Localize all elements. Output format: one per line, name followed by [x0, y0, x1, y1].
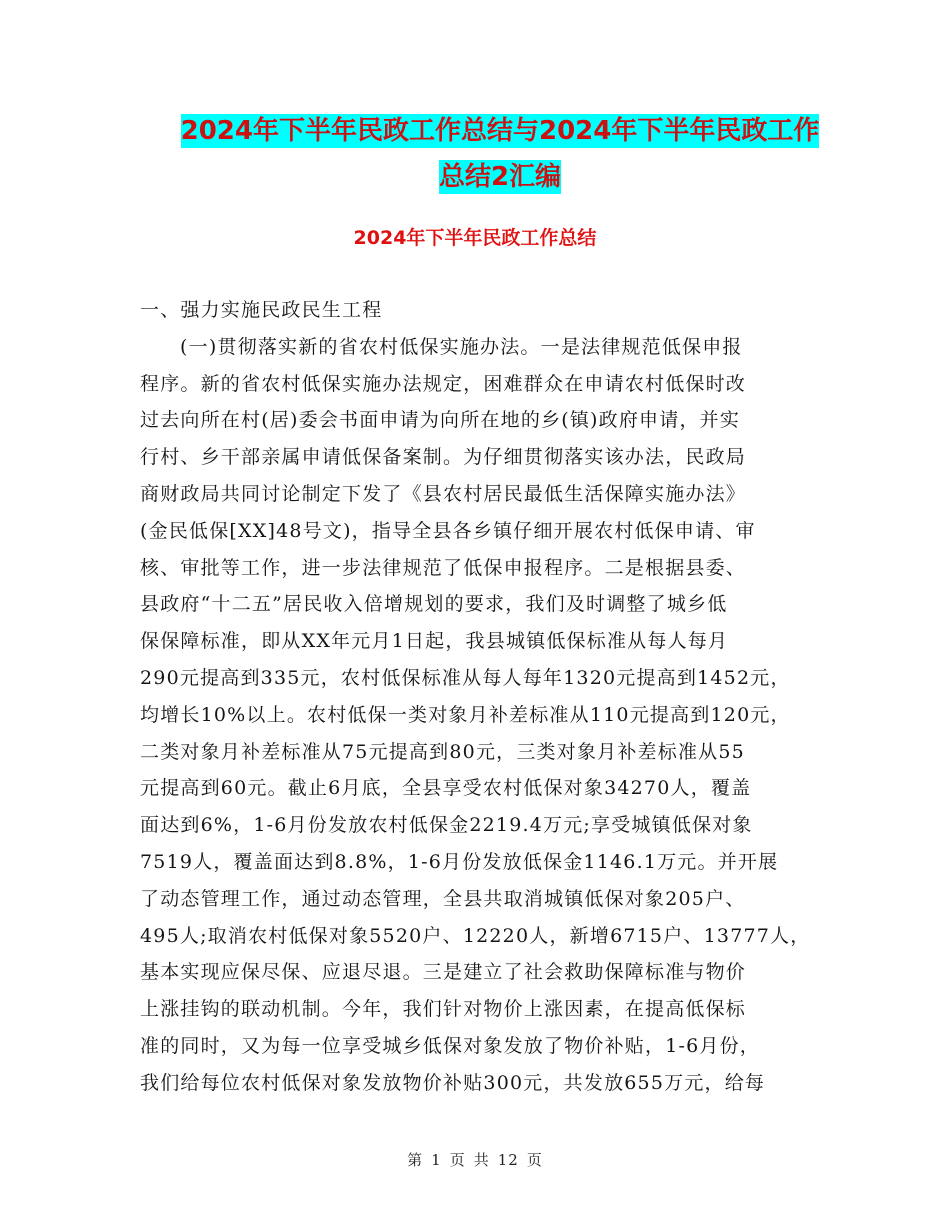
- paragraph-line: 元提高到60元。截止6月底，全县享受农村低保对象34270人，覆盖: [140, 777, 752, 800]
- paragraph-line: (金民低保[XX]48号文)，指导全县各乡镇仔细开展农村低保申请、审: [140, 519, 756, 542]
- page-suffix: 页: [526, 1151, 543, 1169]
- paragraph-line: 二类对象月补差标准从75元提高到80元，三类对象月补差标准从55: [140, 740, 745, 763]
- paragraph-line: 核、审批等工作，进一步法律规范了低保申报程序。二是根据县委、: [140, 556, 747, 579]
- total-label: 共: [473, 1151, 490, 1169]
- paragraph-line: 准的同时，又为每一位享受城乡低保对象发放了物价补贴，1-6月份，: [140, 1034, 760, 1057]
- current-page-number: 1: [431, 1151, 442, 1169]
- paragraph-line: 面达到6%，1-6月份发放农村低保金2219.4万元;享受城镇低保对象: [140, 814, 753, 837]
- paragraph-line: 行村、乡干部亲属申请低保备案制。为仔细贯彻落实该办法，民政局: [140, 446, 747, 469]
- page-label: 页: [449, 1151, 466, 1169]
- paragraph-line: 基本实现应保尽保、应退尽退。三是建立了社会救助保障标准与物价: [140, 961, 747, 984]
- paragraph-line: 495人;取消农村低保对象5520户、12220人，新增6715户、13777人，: [140, 924, 811, 947]
- section-title: 2024年下半年民政工作总结: [353, 227, 597, 249]
- total-pages-number: 12: [497, 1151, 519, 1169]
- page-footer: [0, 1150, 950, 1170]
- paragraph-line: 均增长10%以上。农村低保一类对象月补差标准从110元提高到120元，: [140, 703, 791, 726]
- paragraph-line: 上涨挂钩的联动机制。今年，我们针对物价上涨因素，在提高低保标: [140, 998, 747, 1021]
- body-text: [140, 292, 812, 1102]
- title-line-2: 总结2汇编: [438, 162, 562, 192]
- title-line-1: 2024年下半年民政工作总结与2024年下半年民政工作: [180, 116, 820, 146]
- paragraph-line: 290元提高到335元，农村低保标准从每人每年1320元提高到1452元，: [140, 666, 791, 689]
- paragraph-line: 保保障标准，即从XX年元月1日起，我县城镇低保标准从每人每月: [140, 630, 729, 653]
- paragraph-line: (一)贯彻落实新的省农村低保实施办法。一是法律规范低保申报: [180, 335, 743, 358]
- document-title: [140, 108, 860, 200]
- paragraph-line: 商财政局共同讨论制定下发了《县农村居民最低生活保障实施办法》: [140, 482, 747, 505]
- paragraph-line: 7519人，覆盖面达到8.8%，1-6月份发放低保金1146.1万元。并开展: [140, 850, 779, 873]
- paragraph-line: 过去向所在村(居)委会书面申请为向所在地的乡(镇)政府申请，并实: [140, 409, 741, 432]
- page-prefix: 第: [407, 1151, 424, 1169]
- heading-strengthen-livelihood: 一、强力实施民政民生工程: [140, 299, 383, 321]
- paragraph-line: 程序。新的省农村低保实施办法规定，困难群众在申请农村低保时改: [140, 372, 747, 395]
- paragraph-line: 县政府“十二五”居民收入倍增规划的要求，我们及时调整了城乡低: [140, 593, 728, 616]
- paragraph-line: 我们给每位农村低保对象发放物价补贴300元，共发放655万元，给每: [140, 1071, 766, 1094]
- paragraph-line: 了动态管理工作，通过动态管理，全县共取消城镇低保对象205户、: [140, 887, 746, 910]
